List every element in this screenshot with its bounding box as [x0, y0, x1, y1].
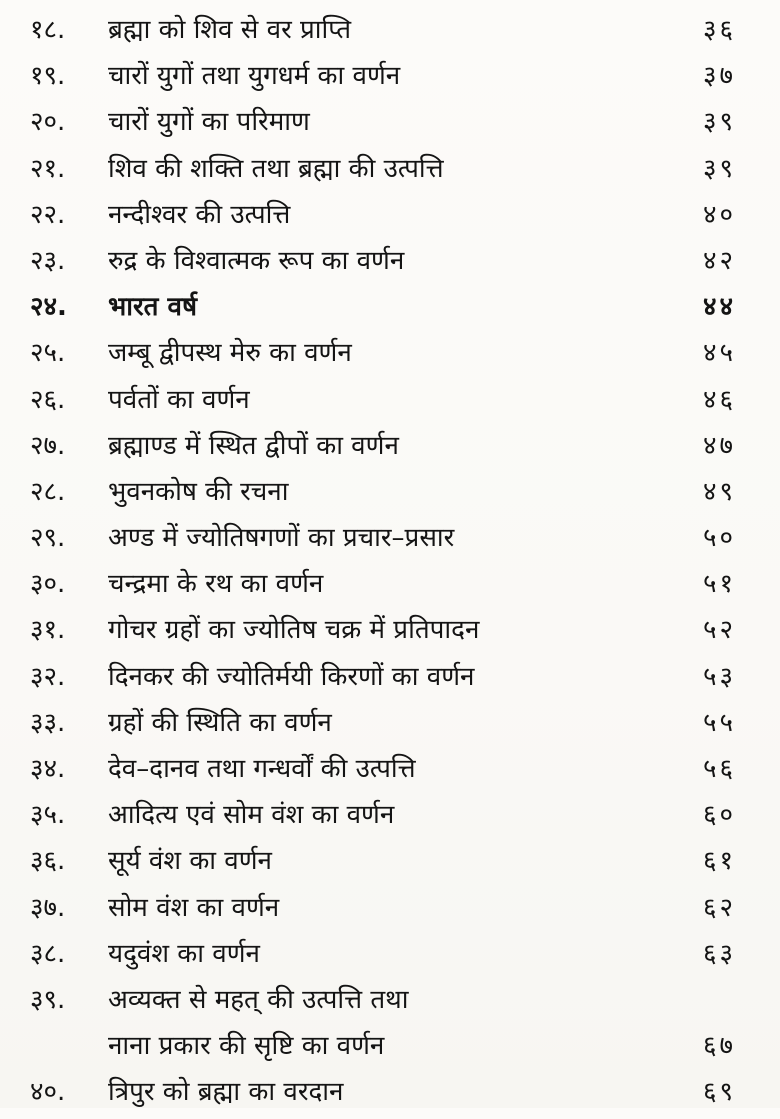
entry-page: ४४	[702, 292, 736, 323]
entry-title: गोचर ग्रहों का ज्योतिष चक्र में प्रतिपादन	[108, 615, 480, 646]
toc-row	[30, 333, 736, 379]
entry-title: यदुवंश का वर्णन	[108, 938, 260, 969]
toc-row	[30, 241, 736, 287]
toc-row-continuation	[30, 1026, 736, 1072]
entry-number: २४.	[30, 292, 67, 323]
entry-page: ६२	[702, 892, 736, 923]
entry-page: ६९	[702, 1077, 736, 1108]
toc-row	[30, 610, 736, 656]
entry-number: ३२.	[30, 661, 66, 692]
entry-number: २८.	[30, 476, 66, 507]
entry-number: २५.	[30, 338, 66, 369]
entry-page: ४२	[702, 245, 736, 276]
toc-row	[30, 841, 736, 887]
entry-number: ३५.	[30, 800, 66, 831]
toc-row	[30, 195, 736, 241]
toc-row	[30, 749, 736, 795]
toc-row	[30, 149, 736, 195]
entry-title: नाना प्रकार की सृष्टि का वर्णन	[108, 1031, 385, 1062]
toc-row	[30, 287, 736, 333]
entry-title: शिव की शक्ति तथा ब्रह्मा की उत्पत्ति	[108, 153, 444, 184]
entry-number: २७.	[30, 430, 66, 461]
entry-title: ब्रह्मा को शिव से वर प्राप्ति	[108, 15, 352, 45]
entry-title: सूर्य वंश का वर्णन	[108, 846, 272, 877]
entry-title: जम्बू द्वीपस्थ मेरु का वर्णन	[108, 338, 352, 369]
entry-title: त्रिपुर को ब्रह्मा का वरदान	[108, 1077, 344, 1108]
entry-title: अव्यक्त से महत् की उत्पत्ति तथा	[108, 984, 409, 1015]
entry-page: ५२	[702, 615, 736, 646]
entry-number: ४०.	[30, 1077, 66, 1108]
entry-number: २०.	[30, 107, 66, 138]
toc-row	[30, 703, 736, 749]
entry-page: ५५	[702, 707, 736, 738]
toc-row	[30, 1072, 736, 1118]
entry-title: दिनकर की ज्योतिर्मयी किरणों का वर्णन	[108, 661, 475, 692]
toc-row	[30, 657, 736, 703]
entry-page: ६०	[702, 800, 736, 831]
entry-title: सोम वंश का वर्णन	[108, 892, 280, 923]
entry-title: ब्रह्माण्ड में स्थित द्वीपों का वर्णन	[108, 430, 399, 461]
toc-row	[30, 888, 736, 934]
entry-number: १८.	[30, 15, 66, 45]
toc-row	[30, 426, 736, 472]
entry-number: ३६.	[30, 846, 66, 877]
toc-row	[30, 980, 736, 1026]
toc-row	[30, 56, 736, 102]
entry-page: ५३	[702, 661, 736, 692]
entry-page: ५१	[702, 569, 736, 600]
entry-page: ४६	[702, 384, 736, 415]
entry-page: ६१	[702, 846, 736, 877]
entry-title: चारों युगों तथा युगधर्म का वर्णन	[108, 61, 401, 92]
toc-row	[30, 795, 736, 841]
entry-number: २९.	[30, 523, 66, 554]
entry-number: १९.	[30, 61, 66, 92]
entry-page: ६३	[702, 938, 736, 969]
entry-number: २१.	[30, 153, 66, 184]
entry-page: ४५	[702, 338, 736, 369]
toc-row	[30, 518, 736, 564]
entry-page: ३९	[702, 107, 736, 138]
toc-row	[30, 934, 736, 980]
toc-row	[30, 564, 736, 610]
entry-title: चारों युगों का परिमाण	[108, 107, 310, 138]
entry-title: चन्द्रमा के रथ का वर्णन	[108, 569, 324, 600]
toc-row	[30, 10, 736, 56]
toc-row	[30, 380, 736, 426]
entry-title: भुवनकोष की रचना	[108, 476, 289, 507]
entry-title: रुद्र के विश्वात्मक रूप का वर्णन	[108, 245, 405, 276]
entry-title: अण्ड में ज्योतिषगणों का प्रचार–प्रसार	[108, 523, 455, 554]
table-of-contents	[30, 10, 736, 1119]
entry-page: ५०	[702, 523, 736, 554]
entry-number: ३९.	[30, 984, 66, 1015]
entry-title: पर्वतों का वर्णन	[108, 384, 250, 415]
entry-page: ४०	[702, 199, 736, 230]
entry-number: ३३.	[30, 707, 66, 738]
entry-page: ३९	[702, 153, 736, 184]
entry-title: नन्दीश्वर की उत्पत्ति	[108, 199, 291, 230]
entry-number: ३१.	[30, 615, 66, 646]
entry-page: ३७	[702, 61, 736, 92]
entry-page: ४७	[702, 430, 736, 461]
entry-title: ग्रहों की स्थिति का वर्णन	[108, 707, 332, 738]
entry-number: ३८.	[30, 938, 66, 969]
entry-page: ३६	[702, 15, 736, 45]
entry-number: ३७.	[30, 892, 66, 923]
entry-title: भारत वर्ष	[108, 292, 198, 323]
entry-page: ६७	[702, 1031, 736, 1062]
entry-number: २२.	[30, 199, 66, 230]
entry-number: २३.	[30, 245, 66, 276]
entry-number: २६.	[30, 384, 66, 415]
entry-title: आदित्य एवं सोम वंश का वर्णन	[108, 800, 395, 831]
entry-page: ४९	[702, 476, 736, 507]
entry-number: ३४.	[30, 754, 66, 784]
toc-row	[30, 102, 736, 148]
entry-title: देव–दानव तथा गन्धर्वों की उत्पत्ति	[108, 754, 416, 784]
entry-number: ३०.	[30, 569, 66, 600]
toc-row	[30, 472, 736, 518]
entry-page: ५६	[702, 754, 736, 784]
